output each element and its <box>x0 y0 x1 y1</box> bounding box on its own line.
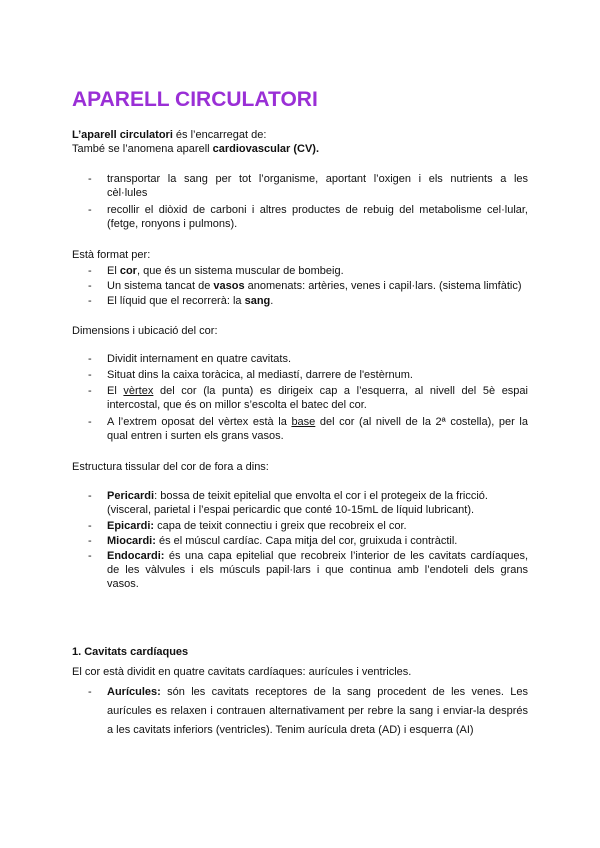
section-heading: Està format per: <box>72 249 151 261</box>
section-heading: Estructura tissular del cor de fora a dins: <box>72 461 269 473</box>
intro-line-1: L’aparell circulatori és l’encarregat de: <box>72 129 267 141</box>
section-title: 1. Cavitats cardíaques <box>72 646 189 658</box>
intro-line-2: També se l’anomena aparell cardiovascular (CV). <box>72 143 320 155</box>
term-vertex: vèrtex <box>123 385 154 397</box>
paragraph: El cor està dividit en quatre cavitats cardíaques: aurícules i ventricles. <box>72 666 412 678</box>
bullet-dash: - <box>88 204 92 216</box>
term-base: base <box>291 416 316 428</box>
section-heading: Dimensions i ubicació del cor: <box>72 325 218 337</box>
page-title: APARELL CIRCULATORI <box>72 88 318 111</box>
bullet-dash: - <box>88 173 92 185</box>
intro-term: L’aparell circulatori <box>72 129 173 141</box>
intro-term-cv: cardiovascular (CV). <box>212 143 320 155</box>
